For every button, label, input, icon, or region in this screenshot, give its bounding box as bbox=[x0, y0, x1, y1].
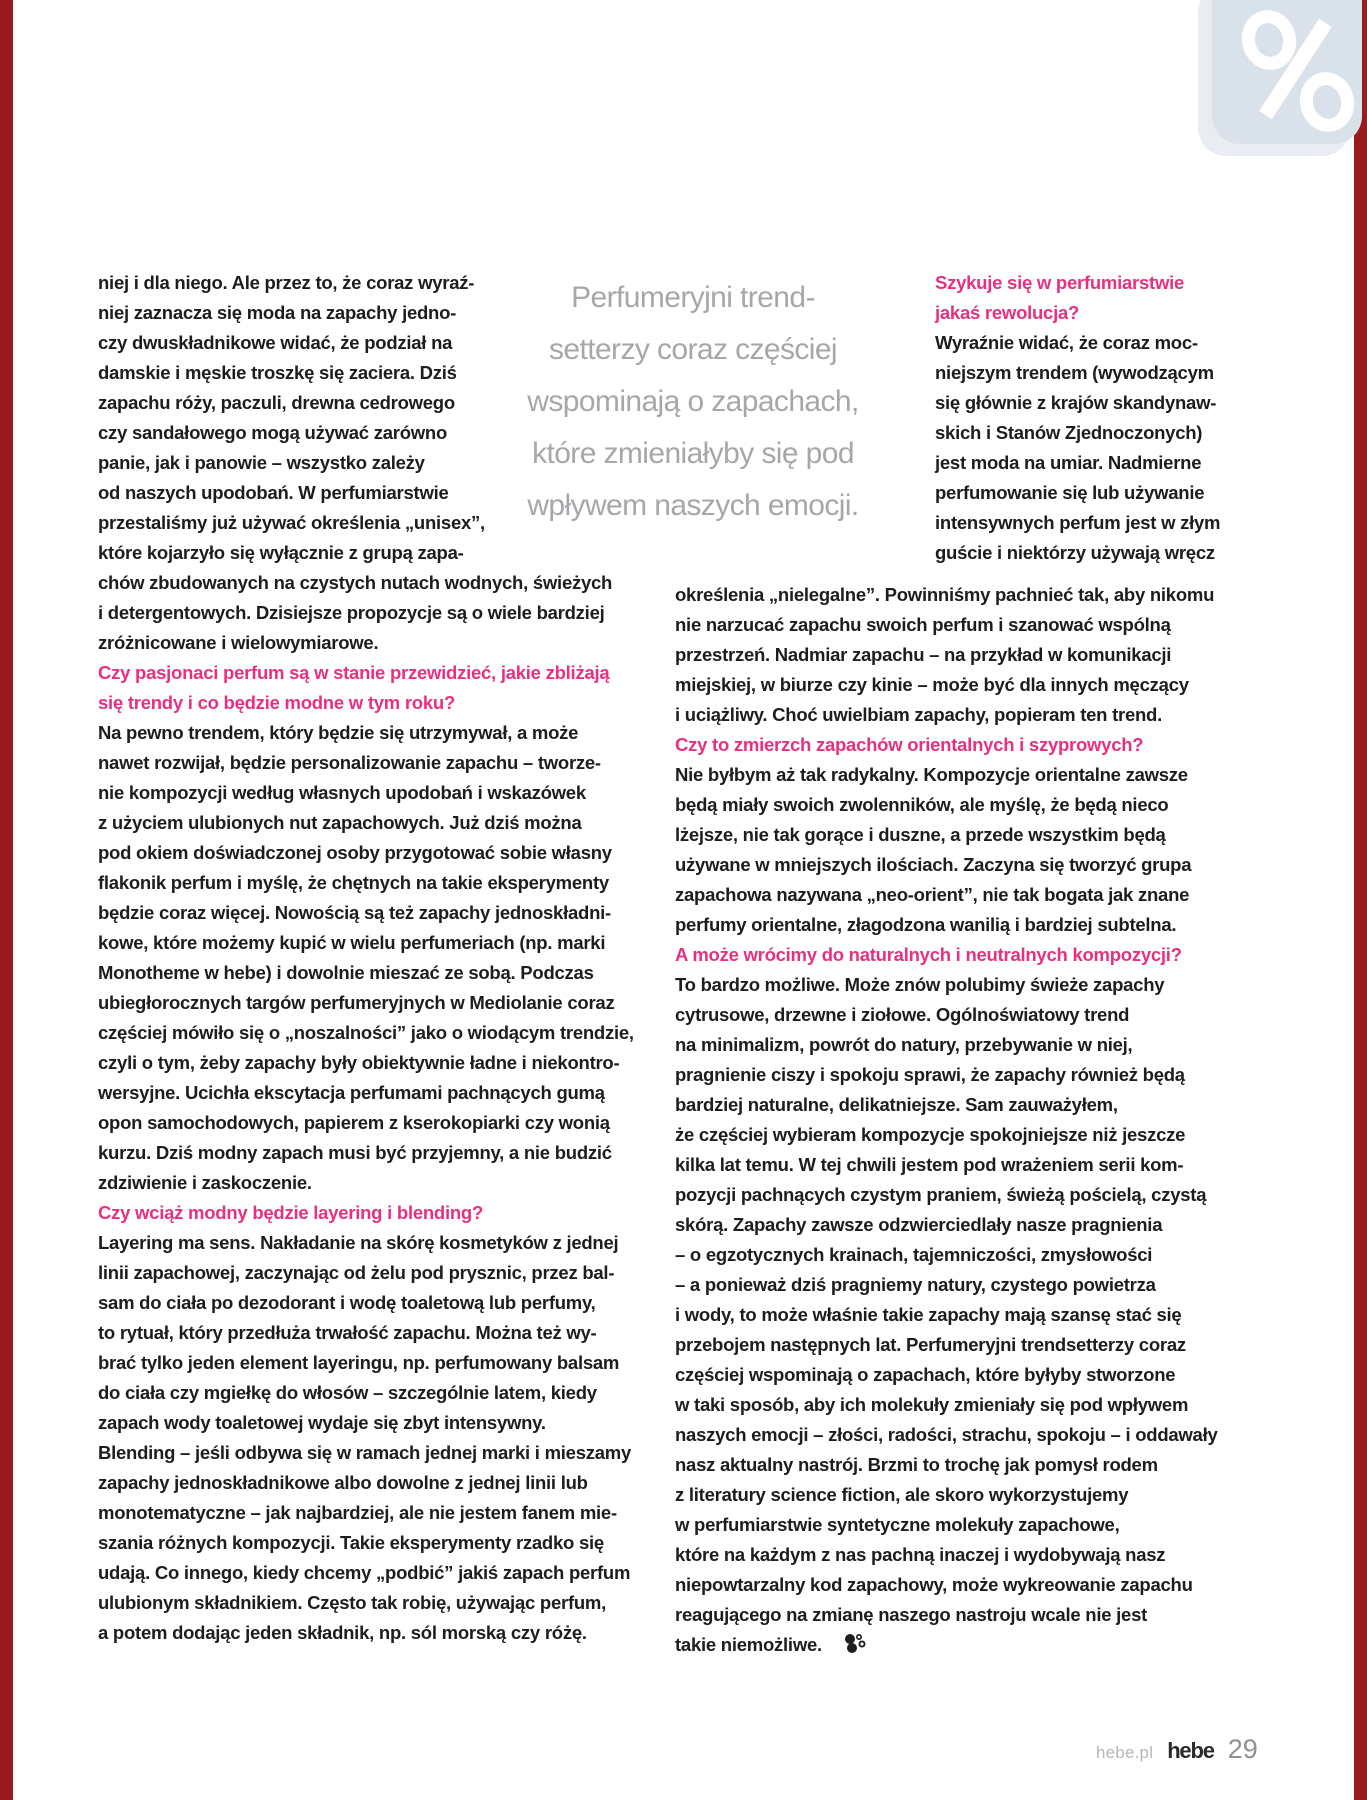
text-line: zdziwienie i zaskoczenie. bbox=[98, 1172, 312, 1193]
text-line: kurzu. Dziś modny zapach musi być przyjemny, a nie budzić bbox=[98, 1142, 612, 1163]
text-line: zapachy jednoskładnikowe albo dowolne z jednej linii lub bbox=[98, 1472, 588, 1493]
right-bleed-edge bbox=[1354, 0, 1367, 1800]
text-line: w perfumiarstwie syntetyczne molekuły zapachowe, bbox=[675, 1514, 1120, 1535]
text-line: na minimalizm, powrót do natury, przebywanie w niej, bbox=[675, 1034, 1133, 1055]
text-line: pod okiem doświadczonej osoby przygotować sobie własny bbox=[98, 842, 612, 863]
question-heading-line: się trendy i co będzie modne w tym roku? bbox=[98, 692, 455, 713]
text-line: takie niemożliwe. bbox=[675, 1634, 822, 1655]
text-line: Wyraźnie widać, że coraz moc- bbox=[935, 332, 1198, 353]
text-line: które kojarzyło się wyłącznie z grupą zapa- bbox=[98, 542, 464, 563]
text-line: brać tylko jeden element layeringu, np. perfumowany balsam bbox=[98, 1352, 620, 1373]
text-line: ubiegłorocznych targów perfumeryjnych w Mediolanie coraz bbox=[98, 992, 615, 1013]
text-line: i wody, to może właśnie takie zapachy mają szansę stać się bbox=[675, 1304, 1182, 1325]
text-line: cytrusowe, drzewne i ziołowe. Ogólnoświatowy trend bbox=[675, 1004, 1130, 1025]
text-line: czy sandałowego mogą używać zarówno bbox=[98, 422, 448, 443]
text-line: Na pewno trendem, który będzie się utrzymywał, a może bbox=[98, 722, 579, 743]
question-heading-line: jakaś rewolucja? bbox=[935, 302, 1080, 323]
text-line: przestaliśmy już używać określenia „unisex”, bbox=[98, 512, 485, 533]
question-heading-line: Czy to zmierzch zapachów orientalnych i szyprowych? bbox=[675, 734, 1144, 755]
text-line: monotematyczne – jak najbardziej, ale nie jestem fanem mie- bbox=[98, 1502, 617, 1523]
text-line: się głównie z krajów skandynaw- bbox=[935, 392, 1217, 413]
text-line: – a ponieważ dziś pragniemy natury, czystego powietrza bbox=[675, 1274, 1156, 1295]
page-footer bbox=[1096, 1734, 1258, 1765]
text-line: naszych emocji – złości, radości, strachu, spokoju – i oddawały bbox=[675, 1424, 1218, 1445]
text-line: – o egzotycznych krainach, tajemniczości, zmysłowości bbox=[675, 1244, 1153, 1265]
text-line: częściej mówiło się o „noszalności” jako o wiodącym trendzie, bbox=[98, 1022, 634, 1043]
text-line: szania różnych kompozycji. Takie eksperymenty rzadko się bbox=[98, 1532, 604, 1553]
text-line: linii zapachowej, zaczynając od żelu pod prysznic, przez bal- bbox=[98, 1262, 615, 1283]
text-line: a potem dodając jeden składnik, np. sól morską czy różę. bbox=[98, 1622, 587, 1643]
text-line: częściej wspominają o zapachach, które byłyby stworzone bbox=[675, 1364, 1176, 1385]
text-line: setterzy coraz częściej bbox=[549, 333, 837, 366]
text-line: perfumowanie się lub używanie bbox=[935, 482, 1205, 503]
text-line: przebojem następnych lat. Perfumeryjni trendsetterzy coraz bbox=[675, 1334, 1186, 1355]
text-line: czy dwuskładnikowe widać, że podział na bbox=[98, 332, 453, 353]
text-line: niepowtarzalny kod zapachowy, może wykreowanie zapachu bbox=[675, 1574, 1193, 1595]
text-line: kowe, które możemy kupić w wielu perfumeriach (np. marki bbox=[98, 932, 606, 953]
text-line: będzie coraz więcej. Nowością są też zapachy jednoskładni- bbox=[98, 902, 611, 923]
text-line: sam do ciała po dezodorant i wodę toaletową lub perfumy, bbox=[98, 1292, 596, 1313]
text-line: pragnienie ciszy i spokoju sprawi, że zapachy również będą bbox=[675, 1064, 1185, 1085]
text-line: wpływem naszych emocji. bbox=[527, 489, 859, 522]
article-column-right bbox=[675, 580, 1218, 1660]
text-line: zapach wody toaletowej wydaje się zbyt intensywny. bbox=[98, 1412, 546, 1433]
text-line: intensywnych perfum jest w złym bbox=[935, 512, 1221, 533]
text-line: które na każdym z nas pachną inaczej i wydobywają nasz bbox=[675, 1544, 1166, 1565]
question-heading-line: Czy wciąż modny będzie layering i blending? bbox=[98, 1202, 484, 1223]
text-line: chów zbudowanych na czystych nutach wodnych, świeżych bbox=[98, 572, 613, 593]
text-line: wspominają o zapachach, bbox=[527, 385, 859, 418]
text-line: które zmieniałyby się pod bbox=[532, 437, 854, 470]
text-line: nie narzucać zapachu swoich perfum i szanować wspólną bbox=[675, 614, 1171, 635]
text-line: To bardzo możliwe. Może znów polubimy świeże zapachy bbox=[675, 974, 1165, 995]
text-line: udają. Co innego, kiedy chcemy „podbić” jakiś zapach perfum bbox=[98, 1562, 631, 1583]
question-heading-line: Szykuje się w perfumiarstwie bbox=[935, 272, 1185, 293]
text-line: skórą. Zapachy zawsze odzwierciedlały nasze pragnienia bbox=[675, 1214, 1163, 1235]
text-line: w taki sposób, aby ich molekuły zmieniały się pod wpływem bbox=[675, 1394, 1189, 1415]
text-line: panie, jak i panowie – wszystko zależy bbox=[98, 452, 425, 473]
text-line: wersyjne. Ucichła ekscytacja perfumami pachnących gumą bbox=[98, 1082, 605, 1103]
left-bleed-edge bbox=[0, 0, 13, 1800]
text-line: zapachowa nazywana „neo-orient”, nie tak bogata jak znane bbox=[675, 884, 1190, 905]
text-line: Layering ma sens. Nakładanie na skórę kosmetyków z jednej bbox=[98, 1232, 619, 1253]
text-line: z użyciem ulubionych nut zapachowych. Już dziś można bbox=[98, 812, 582, 833]
percent-logo-card bbox=[1212, 0, 1362, 144]
text-line: przestrzeń. Nadmiar zapachu – na przykład w komunikacji bbox=[675, 644, 1172, 665]
text-line: nie kompozycji według własnych upodobań i wskazówek bbox=[98, 782, 586, 803]
text-line: zapachu róży, paczuli, drewna cedrowego bbox=[98, 392, 455, 413]
article-column-right-top bbox=[935, 268, 1220, 568]
percent-icon bbox=[1294, 66, 1361, 137]
text-line: do ciała czy mgiełkę do włosów – szczególnie latem, kiedy bbox=[98, 1382, 597, 1403]
text-line: zróżnicowane i wielowymiarowe. bbox=[98, 632, 379, 653]
footer-site-url: hebe.pl bbox=[1096, 1743, 1154, 1762]
text-line: reagującego na zmianę naszego nastroju wcale nie jest bbox=[675, 1604, 1148, 1625]
text-line: guście i niektórzy używają wręcz bbox=[935, 542, 1215, 563]
text-line: że częściej wybieram kompozycje spokojniejsze niż jeszcze bbox=[675, 1124, 1186, 1145]
text-line: niej zaznacza się moda na zapachy jedno- bbox=[98, 302, 457, 323]
text-line: Nie byłbym aż tak radykalny. Kompozycje orientalne zawsze bbox=[675, 764, 1188, 785]
text-line: Blending – jeśli odbywa się w ramach jednej marki i mieszamy bbox=[98, 1442, 632, 1463]
text-line: od naszych upodobań. W perfumiarstwie bbox=[98, 482, 449, 503]
text-line: pozycji pachnących czystym praniem, świeżą pościelą, czystą bbox=[675, 1184, 1207, 1205]
text-line: bardziej naturalne, delikatniejsze. Sam zauważyłem, bbox=[675, 1094, 1118, 1115]
text-line: jest moda na umiar. Nadmierne bbox=[935, 452, 1202, 473]
text-line: będą miały swoich zwolenników, ale myślę, że będą nieco bbox=[675, 794, 1169, 815]
text-line: flakonik perfum i myślę, że chętnych na takie eksperymenty bbox=[98, 872, 609, 893]
text-line: opon samochodowych, papierem z kserokopiarki czy wonią bbox=[98, 1112, 610, 1133]
article-column-left bbox=[98, 268, 634, 1648]
text-line: niej i dla niego. Ale przez to, że coraz wyraź- bbox=[98, 272, 475, 293]
percent-logo bbox=[1200, 0, 1367, 170]
text-line: kilka lat temu. W tej chwili jestem pod wrażeniem serii kom- bbox=[675, 1154, 1184, 1175]
text-line: określenia „nielegalne”. Powinniśmy pachnieć tak, aby nikomu bbox=[675, 584, 1215, 605]
text-line: używane w mniejszych ilościach. Zaczyna się tworzyć grupa bbox=[675, 854, 1192, 875]
text-line: niejszym trendem (wywodzącym bbox=[935, 362, 1214, 383]
text-line: damskie i męskie troszkę się zaciera. Dziś bbox=[98, 362, 457, 383]
text-line: nawet rozwijał, będzie personalizowanie zapachu – tworze- bbox=[98, 752, 601, 773]
text-line: ulubionym składnikiem. Często tak robię, używając perfum, bbox=[98, 1592, 606, 1613]
text-line: i detergentowych. Dzisiejsze propozycje są o wiele bardziej bbox=[98, 602, 605, 623]
text-line: Monotheme w hebe) i dowolnie mieszać ze sobą. Podczas bbox=[98, 962, 594, 983]
text-line: Perfumeryjni trend- bbox=[571, 281, 815, 314]
text-line: nasz aktualny nastrój. Brzmi to trochę jak pomysł rodem bbox=[675, 1454, 1158, 1475]
hebe-brand-logo: hebe bbox=[1167, 1738, 1214, 1763]
page-number: 29 bbox=[1227, 1734, 1258, 1764]
hebe-flower-end-icon bbox=[842, 1631, 868, 1655]
text-line: lżejsze, nie tak gorące i duszne, a przede wszystkim będą bbox=[675, 824, 1166, 845]
question-heading-line: Czy pasjonaci perfum są w stanie przewidzieć, jakie zbliżają bbox=[98, 662, 610, 683]
text-line: miejskiej, w biurze czy kinie – może być dla innych męczący bbox=[675, 674, 1189, 695]
question-heading-line: A może wrócimy do naturalnych i neutralnych kompozycji? bbox=[675, 944, 1182, 965]
text-line: i uciążliwy. Choć uwielbiam zapachy, popieram ten trend. bbox=[675, 704, 1162, 725]
text-line: skich i Stanów Zjednoczonych) bbox=[935, 422, 1203, 443]
text-line: czyli o tym, żeby zapachy były obiektywnie ładne i niekontro- bbox=[98, 1052, 620, 1073]
text-line: perfumy orientalne, złagodzona wanilią i bardziej subtelna. bbox=[675, 914, 1177, 935]
text-line: z literatury science fiction, ale skoro wykorzystujemy bbox=[675, 1484, 1129, 1505]
text-line: to rytuał, który przedłuża trwałość zapachu. Można też wy- bbox=[98, 1322, 597, 1343]
